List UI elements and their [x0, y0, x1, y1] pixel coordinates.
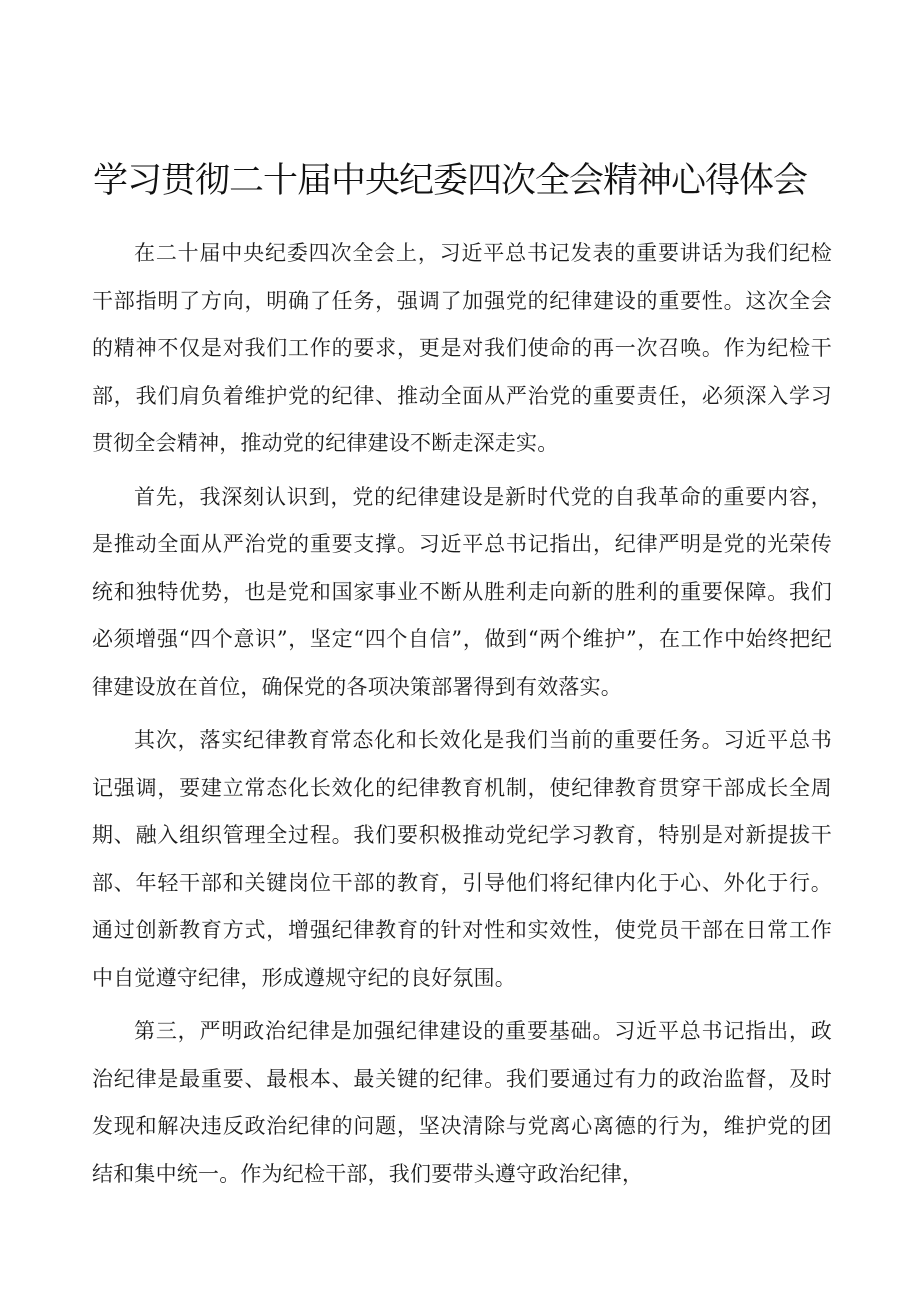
paragraph-4: 第三，严明政治纪律是加强纪律建设的重要基础。习近平总书记指出，政治纪律是最重要、最根本、最关键的纪律。我们要通过有力的政治监督，及时发现和解决违反政治纪律的问题，坚决清除与党离心离德的行为，维护党的团结和集中统一。作为纪检干部，我们要带头遵守政治纪律，	[92, 1019, 832, 1186]
paragraph-3: 其次，落实纪律教育常态化和长效化是我们当前的重要任务。习近平总书记强调，要建立常态化长效化的纪律教育机制，使纪律教育贯穿干部成长全周期、融入组织管理全过程。我们要积极推动党纪学习教育，特别是对新提拔干部、年轻干部和关键岗位干部的教育，引导他们将纪律内化于心、外化于行。通过创新教育方式，增强纪律教育的针对性和实效性，使党员干部在日常工作中自觉遵守纪律，形成遵规守纪的良好氛围。	[92, 728, 832, 990]
paragraph-1: 在二十届中央纪委四次全会上，习近平总书记发表的重要讲话为我们纪检干部指明了方向，明确了任务，强调了加强党的纪律建设的重要性。这次全会的精神不仅是对我们工作的要求，更是对我们使命的再一次召唤。作为纪检干部，我们肩负着维护党的纪律、推动全面从严治党的重要责任，必须深入学习贯彻全会精神，推动党的纪律建设不断走深走实。	[92, 241, 832, 455]
document-title: 学习贯彻二十届中央纪委四次全会精神心得体会	[93, 161, 808, 201]
document-body	[92, 230, 832, 1204]
paragraph-2: 首先，我深刻认识到，党的纪律建设是新时代党的自我革命的重要内容，是推动全面从严治党的重要支撑。习近平总书记指出，纪律严明是党的光荣传统和独特优势，也是党和国家事业不断从胜利走向新的胜利的重要保障。我们必须增强“四个意识”，坚定“四个自信”，做到“两个维护”，在工作中始终把纪律建设放在首位，确保党的各项决策部署得到有效落实。	[92, 484, 832, 699]
